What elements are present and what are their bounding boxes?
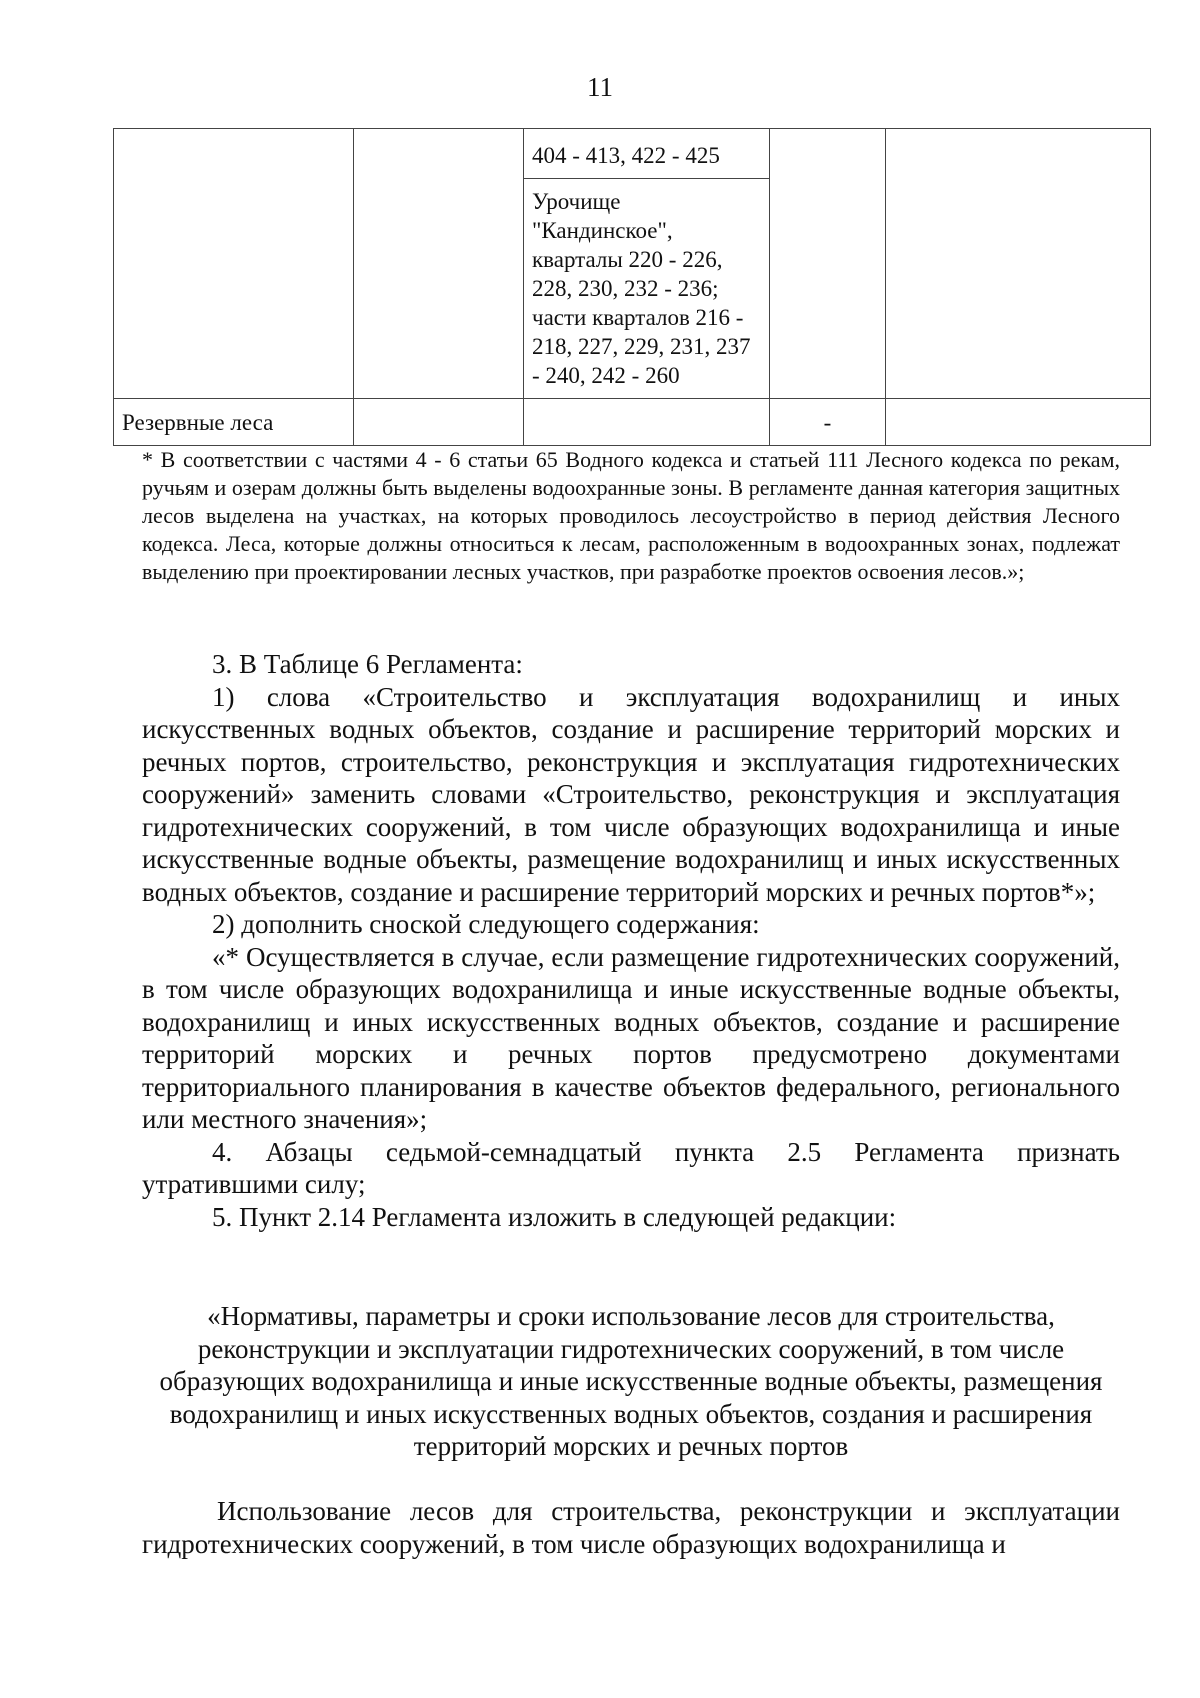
footnote-text: * В соответствии с частями 4 - 6 статьи 65 Водного кодекса и статьей 111 Лесного кодекса по рекам, ручьям и озерам должны быть выделены водоохранные зоны. В регламенте данная категория защитных лесов выделена на участках, на которых проводилось лесоустройство в период действия Лесного кодекса. Леса, которые должны относиться к лесам, расположенным в водоохранных зонах, подлежат выделению при проектировании лесных участков, при разработке проектов освоения лесов.»;: [142, 447, 1120, 584]
paragraph: 5. Пункт 2.14 Регламента изложить в следующей редакции:: [212, 1201, 897, 1232]
table-cell: [886, 129, 1151, 399]
table-cell: [886, 399, 1151, 446]
regulation-table: [113, 128, 1151, 446]
section-heading: [142, 1300, 1120, 1463]
paragraph: 2) дополнить сноской следующего содержания:: [212, 909, 760, 939]
table-cell: [354, 129, 524, 399]
paragraph: «* Осуществляется в случае, если размещение гидротехнических сооружений, в том числе образующих водохранилища и иные искусственные водные объекты, водохранилищ и иных искусственных водных объектов, создание и расширение территорий морских и речных портов предусмотрено документами территориального планирования в качестве объектов федерального, регионального или местного значения»;: [142, 941, 1120, 1134]
table-cell: [354, 399, 524, 446]
table-row: [114, 399, 1151, 446]
paragraph: 4. Абзацы седьмой-семнадцатый пункта 2.5 Регламента признать утратившими силу;: [142, 1136, 1120, 1199]
table-cell: [524, 399, 770, 446]
paragraph: 3. В Таблице 6 Регламента:: [212, 649, 523, 679]
table-cell-quarters: 404 - 413, 422 - 425: [524, 129, 770, 179]
table-cell-urochishche: Урочище "Кандинское", кварталы 220 - 226, 228, 230, 232 - 236; части кварталов 216 - 218, 227, 229, 231, 237 - 240, 242 - 260: [524, 179, 770, 399]
table-cell-dash: -: [770, 399, 886, 446]
table-cell: [770, 129, 886, 399]
table-footnote: [142, 446, 1120, 586]
table-row: [114, 129, 1151, 179]
paragraph: Использование лесов для строительства, реконструкции и эксплуатации гидротехнических сооружений, в том числе образующих водохранилища и: [142, 1496, 1120, 1559]
table-cell: [114, 129, 354, 399]
body-text: [142, 648, 1120, 1233]
table-cell-category: Резервные леса: [114, 399, 354, 446]
body-text-continued: [142, 1495, 1120, 1560]
page-number: 11: [587, 72, 613, 102]
heading-text: «Нормативы, параметры и сроки использование лесов для строительства, реконструкции и эксплуатации гидротехнических сооружений, в том числе образующих водохранилища и иные искусственные водные объекты, размещения водохранилищ и иных искусственных водных объектов, создания и расширения территорий морских и речных портов: [159, 1301, 1103, 1461]
paragraph: 1) слова «Строительство и эксплуатация водохранилищ и иных искусственных водных объектов, создание и расширение территорий морских и речных портов, строительство, реконструкция и эксплуатация гидротехнических сооружений» заменить словами «Строительство, реконструкция и эксплуатация гидротехнических сооружений, в том числе образующих водохранилища и иные искусственные водные объекты, размещение водохранилищ и иных искусственных водных объектов, создание и расширение территорий морских и речных портов*»;: [142, 681, 1120, 907]
